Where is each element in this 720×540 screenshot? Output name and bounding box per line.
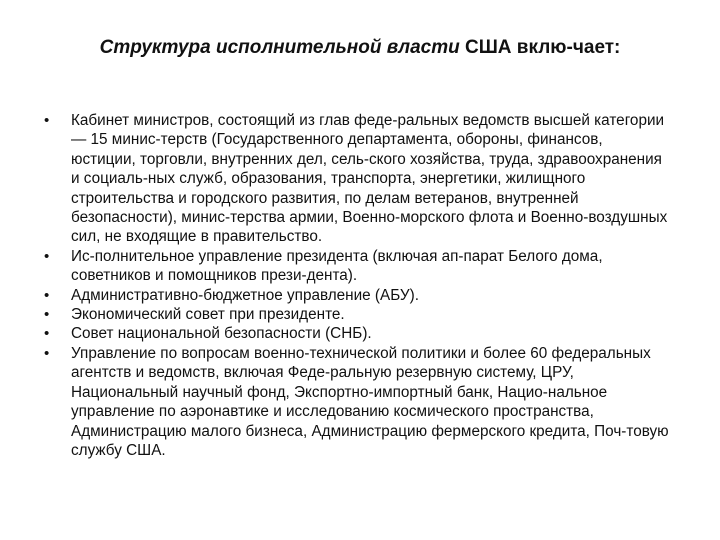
bullet-text: Ис-полнительное управление президента (включая ап-парат Белого дома, советников и помощников прези-дента). xyxy=(71,247,603,285)
slide-title-italic: Структура исполнительной власти xyxy=(99,37,460,58)
bullet-dot: • xyxy=(44,247,50,265)
bullet-text: Административно-бюджетное управление (АБУ). xyxy=(71,286,419,304)
bullet-item xyxy=(44,305,669,324)
bullet-text: Кабинет министров, состоящий из глав феде-ральных ведомств высшей категории — 15 минис-терств (Государственного департамента, обороны, финансов, юстиции, торговли, внутренних дел, сель-ского хозяйства, труда, здравоохранения и социаль-ных служб, образования, транспорта, энергетики, жилищного строительства и городского развития, по делам ветеранов, внутренней безопасности), минис-терства армии, Военно-морского флота и Военно-воздушных сил, не входящие в правительство. xyxy=(71,112,668,246)
bullet-item xyxy=(44,247,669,286)
bullet-text: Совет национальной безопасности (СНБ). xyxy=(71,325,372,343)
bullet-dot: • xyxy=(44,306,50,324)
bullet-text: Управление по вопросам военно-технической политики и более 60 федеральных агентств и ведомств, включая Феде-ральную резервную систему, ЦРУ, Национальный научный фонд, Экспортно-импортный банк, Нацио-нальное управление по аэронавтике и исследованию космического пространства, Администрацию малого бизнеса, Администрацию фермерского кредита, Поч-товую службу США. xyxy=(71,344,669,459)
bullet-dot: • xyxy=(44,112,50,129)
bullet-item xyxy=(44,344,669,460)
bullet-list xyxy=(44,111,669,460)
bullet-dot: • xyxy=(44,286,50,304)
bullet-item xyxy=(44,324,669,343)
bullet-item xyxy=(44,286,669,305)
slide-title-normal: США вклю-чает: xyxy=(459,37,621,58)
bullet-dot: • xyxy=(44,325,50,343)
bullet-text: Экономический совет при президенте. xyxy=(71,306,345,324)
bullet-dot: • xyxy=(44,344,50,362)
slide-title xyxy=(0,36,720,60)
bullet-item xyxy=(44,111,669,247)
